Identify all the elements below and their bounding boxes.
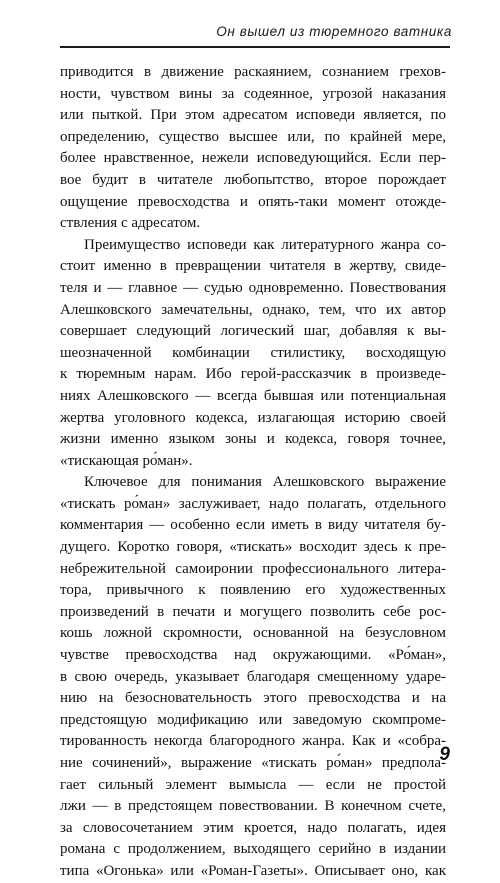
text-line: определению, существо высшее или, по крайней мере, xyxy=(60,128,446,145)
text-line: гает сильный элемент вымысла — если не простой xyxy=(60,776,446,793)
text-line: к тюремным нарам. Ибо герой-рассказчик в произведе- xyxy=(60,366,446,383)
text-line: вое будит в читателе любопытство, второе порождает xyxy=(60,171,446,188)
text-line: за словосочетанием этим кроется, надо полагать, идея xyxy=(60,819,446,836)
paragraph xyxy=(60,472,446,882)
text-line: лжи — в предстоящем повествовании. В конечном счете, xyxy=(60,798,446,815)
text-line: тированность некогда благородного жанра. Как и «собра- xyxy=(60,733,446,750)
text-line: стоит именно в превращении читателя в жертву, свиде- xyxy=(60,258,446,275)
text-line: «тискающая ро́ман». xyxy=(60,452,193,469)
text-line: произведений в печати и могущего позволить себе рос- xyxy=(60,603,446,620)
text-line: теля и — главное — судью одновременно. Повествования xyxy=(60,279,446,296)
text-line: ние сочинений», выражение «тискать ро́ман» предпола- xyxy=(60,755,446,771)
text-line: совершает следующий логический шаг, добавляя к вы- xyxy=(60,323,446,340)
text-line: более нравственное, нежели исповедующийся. Если пер- xyxy=(60,150,446,167)
paragraph xyxy=(60,62,446,235)
text-line: ощущение превосходства и опять-таки момент отожде- xyxy=(60,193,446,210)
text-line: ниях Алешковского — всегда бывшая или потенциальная xyxy=(60,387,446,404)
running-head: Он вышел из тюремного ватника xyxy=(216,24,452,39)
text-line: чувстве превосходства над окружающими. «Ро́ман», xyxy=(60,647,446,664)
text-line: или пыткой. При этом адресатом исповеди является, по xyxy=(60,107,446,124)
page-number: 9 xyxy=(439,744,450,765)
text-line: Алешковского замечательны, однако, тем, что их автор xyxy=(60,301,446,318)
text-line: в свою очередь, указывает благодаря смещенному ударе- xyxy=(60,668,446,685)
text-line: приводится в движение раскаянием, сознанием грехов- xyxy=(60,64,446,80)
body-text xyxy=(60,62,446,883)
text-line: ствления с адресатом. xyxy=(60,215,201,232)
paragraph xyxy=(60,235,446,473)
text-line: нию на безосновательность этого превосходства и на xyxy=(60,690,446,707)
text-line: комментария — особенно если иметь в виду читателя бу- xyxy=(60,517,446,534)
text-line: романа с продолжением, выходящего серийно в издании xyxy=(60,841,446,858)
header-rule xyxy=(60,46,450,48)
text-line: типа «Огонька» или «Роман-Газеты». Описывает оно, как xyxy=(60,862,446,879)
text-line: Ключевое для понимания Алешковского выражение xyxy=(84,474,446,491)
text-line: жертва уголовного кодекса, излагающая историю своей xyxy=(60,409,446,426)
text-line: Преимущество исповеди как литературного жанра со- xyxy=(84,236,446,253)
text-line: тора, привычного к появлению его художественных xyxy=(60,582,446,599)
text-line: кошь ложной скромности, основанной на безусловном xyxy=(60,625,446,642)
text-line: небрежительной самоиронии профессионального литера- xyxy=(60,560,446,577)
text-line: ности, чувством вины за содеянное, угрозой наказания xyxy=(60,85,446,102)
text-line: «тискать ро́ман» заслуживает, надо полагать, отдельного xyxy=(60,495,446,512)
text-line: предстоящую модификацию или заведомую скомпроме- xyxy=(60,711,446,728)
text-line: жизни именно языком зоны и кодекса, говоря точнее, xyxy=(60,431,446,448)
text-line: дущего. Коротко говоря, «тискать» восходит здесь к пре- xyxy=(60,539,446,556)
text-line: шеозначенной комбинации стилистику, восходящую xyxy=(60,344,446,361)
